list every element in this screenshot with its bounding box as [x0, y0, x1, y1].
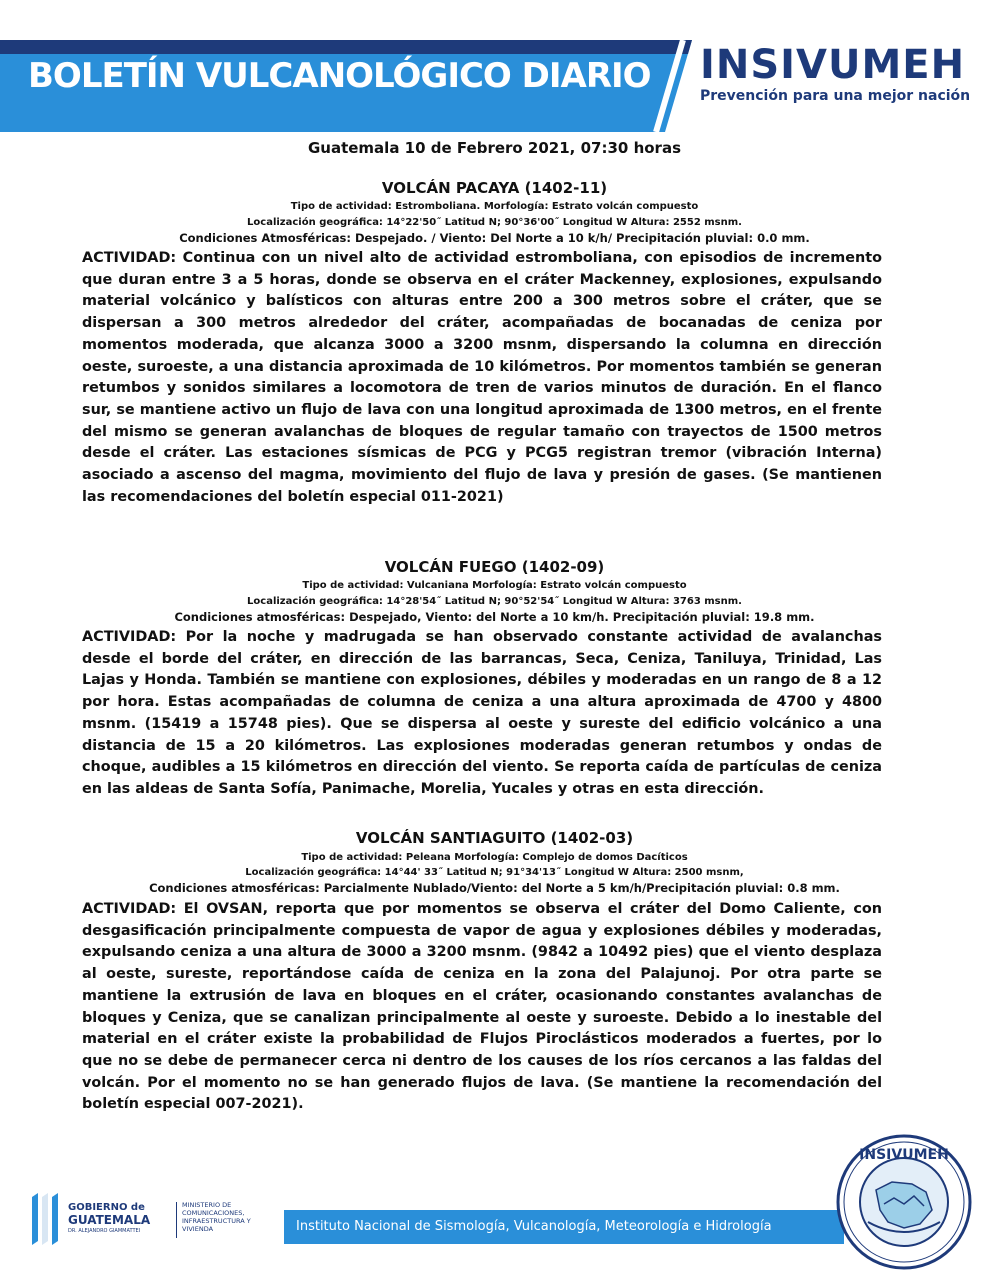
ministry-name: MINISTERIO DE COMUNICACIONES, INFRAESTRUCTURA Y VIVIENDA: [182, 1201, 251, 1233]
volcano-activity-text: ACTIVIDAD: Continua con un nivel alto de actividad estromboliana, con episodios de incremento que duran entre 3 a 5 horas, donde se observa en el cráter Mackenney, explosiones, expulsando material volcánico y balísticos con alturas entre 200 a 300 metros sobre el cráter, que se dispersan a 300 metros alrededor del cráter, acompañadas de bocanadas de ceniza por momentos moderada, que alcanza 3000 a 3200 msnm, dispersando la columna en dirección oeste, suroeste, a una distancia aproximada de 10 kilómetros. Por momentos también se generan retumbos y sonidos similares a locomotora de tren de varios minutos de duración. En el flanco sur, se mantiene activo un flujo de lava con una longitud aproximada de 1300 metros, en el frente del mismo se generan avalanchas de bloques de regular tamaño con trayectos de 1500 metros desde el cráter. Las estaciones sísmicas de PCG y PCG5 registran tremor (vibración Interna) asociado a ascenso del magma, movimiento del flujo de lava y presión de gases. (Se mantienen las recomendaciones del boletín especial 011-2021): [82, 250, 882, 505]
volcano-location: Localización geográfica: 14°22'50˝ Latitud N; 90°36'00˝ Longitud W Altura: 2552 msnm.: [247, 217, 742, 228]
volcano-conditions: Condiciones Atmosféricas: Despejado. / Viento: Del Norte a 10 k/h/ Precipitación pluvial: 0.0 mm.: [179, 231, 810, 245]
org-name: INSIVUMEH: [700, 42, 966, 88]
volcano-location: Localización geográfica: 14°28'54˝ Latitud N; 90°52'54˝ Longitud W Altura: 3763 msnm.: [247, 596, 742, 607]
volcano-conditions: Condiciones atmosféricas: Despejado, Viento: del Norte a 10 km/h. Precipitación pluvial: 19.8 mm.: [174, 610, 815, 624]
volcano-activity-text: ACTIVIDAD: El OVSAN, reporta que por momentos se observa el cráter del Domo Caliente, con desgasificación principalmente compuesta de vapor de agua y explosiones débiles y moderadas, expulsando ceniza a una altura de 3000 a 3200 msnm. (9842 a 10492 pies) que el viento desplaza al oeste, sureste, reportándose caída de ceniza en la zona del Palajunoj. Por otra parte se mantiene la extrusión de lava en bloques en el cráter, ocasionando constantes avalanchas de bloques y Ceniza, que se canalizan principalmente al oeste y suroeste. Debido a lo inestable del material en el cráter existe la probabilidad de Flujos Piroclásticos moderados a fuertes, por lo que no se debe de permanecer cerca ni dentro de los causes de los ríos cercanos a las faldas del volcán. Por el momento no se han generado flujos de lava. (Se mantiene la recomendación del boletín especial 007-2021).: [82, 901, 882, 1113]
report-date: Guatemala 10 de Febrero 2021, 07:30 horas: [307, 139, 682, 157]
volcano-title: VOLCÁN FUEGO (1402-09): [384, 558, 605, 576]
bulletin-title: BOLETÍN VULCANOLÓGICO DIARIO: [28, 56, 651, 96]
insivumeh-seal-icon: [834, 1132, 974, 1272]
org-slogan: Prevención para una mejor nación: [700, 88, 971, 104]
gov-subtitle: DR. ALEJANDRO GIAMMATTEI: [68, 1228, 141, 1234]
volcano-conditions: Condiciones atmosféricas: Parcialmente Nublado/Viento: del Norte a 5 km/h/Precipitación pluvial: 0.8 mm.: [149, 881, 840, 895]
institute-name: Instituto Nacional de Sismología, Vulcanología, Meteorología e Hidrología: [296, 1219, 772, 1234]
header-banner: [0, 40, 989, 132]
government-logo: [28, 1190, 268, 1250]
volcano-activity-type: Tipo de actividad: Peleana Morfología: Complejo de domos Dacíticos: [301, 852, 688, 863]
volcano-title: VOLCÁN PACAYA (1402-11): [381, 179, 608, 197]
divider: [176, 1202, 177, 1238]
gov-name-line1: GOBIERNO de: [68, 1202, 145, 1213]
flag-icon: [28, 1193, 62, 1245]
volcano-title: VOLCÁN SANTIAGUITO (1402-03): [355, 829, 634, 847]
seal-name: INSIVUMEH: [859, 1147, 949, 1163]
volcano-location: Localización geográfica: 14°44' 33˝ Latitud N; 91°34'13˝ Longitud W Altura: 2500 msnm,: [245, 867, 744, 878]
volcano-activity-type: Tipo de actividad: Vulcaniana Morfología: Estrato volcán compuesto: [302, 580, 687, 591]
volcano-activity-text: ACTIVIDAD: Por la noche y madrugada se han observado constante actividad de avalanchas desde el borde del cráter, en dirección de las barrancas, Seca, Ceniza, Taniluya, Trinidad, Las Lajas y Honda. También se mantiene con explosiones, débiles y moderadas en un rango de 8 a 12 por hora. Estas acompañadas de columna de ceniza a una altura aproximada de 4700 y 4800 msnm. (15419 a 15748 pies). Que se dispersa al oeste y sureste del edificio volcánico a una distancia de 15 a 20 kilómetros. Las explosiones moderadas generan retumbos y ondas de choque, audibles a 15 kilómetros en dirección del viento. Se reporta caída de partículas de ceniza en las aldeas de Santa Sofía, Panimache, Morelia, Yucales y otras en esta dirección.: [82, 629, 882, 797]
footer-band: [284, 1210, 844, 1244]
gov-name-line2: GUATEMALA: [68, 1213, 151, 1227]
volcano-activity-type: Tipo de actividad: Estromboliana. Morfología: Estrato volcán compuesto: [290, 201, 699, 212]
